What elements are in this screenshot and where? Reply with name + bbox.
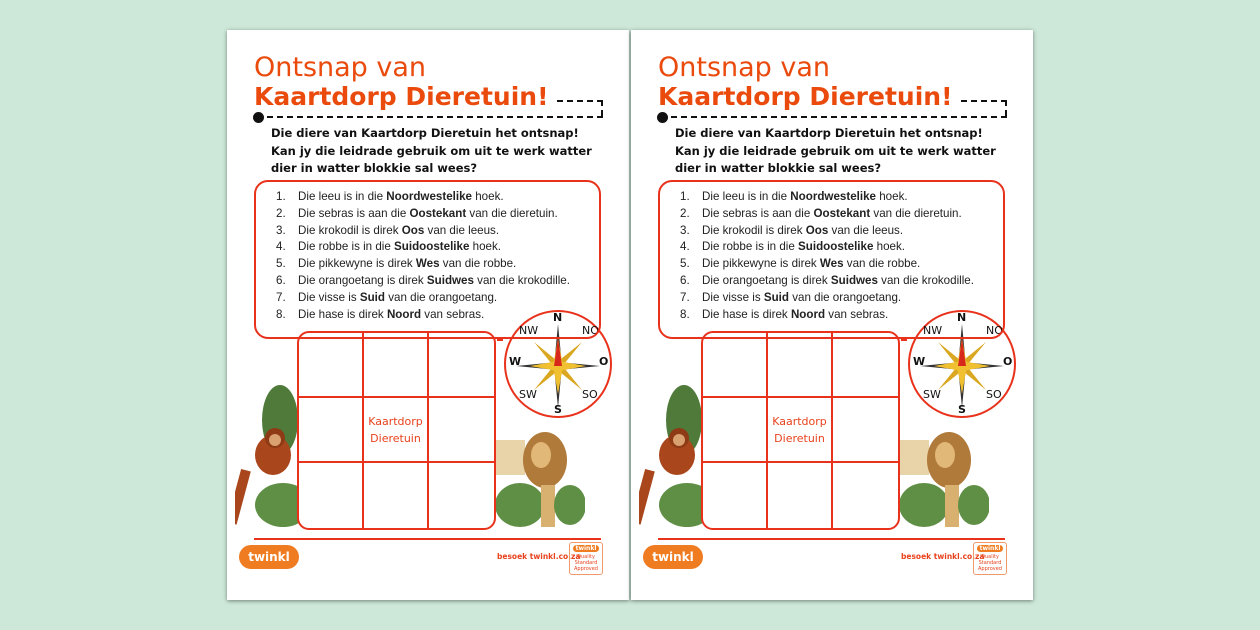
clue-item — [680, 239, 974, 256]
title-line-2: Kaartdorp Dieretuin! — [658, 82, 953, 111]
dashed-line — [661, 116, 1007, 118]
clue-text: Die sebras is aan die — [298, 206, 410, 220]
clue-text: Die robbe is in die — [298, 240, 395, 254]
compass-label-o: O — [1003, 355, 1013, 368]
grid-cell-center — [364, 398, 429, 463]
worksheet-page — [631, 30, 1033, 600]
clue-text: van die dieretuin. — [466, 206, 558, 220]
clue-text: van die dieretuin. — [870, 206, 962, 220]
clue-text: van sebras. — [421, 307, 485, 321]
clue-text: Die orangoetang is direk — [702, 273, 831, 287]
clues-box — [254, 180, 601, 339]
compass-label-so: SO — [986, 388, 1002, 401]
clue-number: 8. — [276, 307, 286, 321]
lion-illustration — [495, 425, 585, 530]
compass-label-n: N — [957, 311, 967, 324]
clue-item — [276, 206, 570, 223]
intro-line: dier in watter blokkie sal wees? — [271, 161, 478, 175]
clue-number: 3. — [276, 223, 286, 237]
grid-cell-se[interactable] — [833, 463, 898, 528]
clue-number: 2. — [276, 206, 286, 220]
grid-cell-s[interactable] — [768, 463, 833, 528]
clue-number: 6. — [680, 273, 690, 287]
dashed-line — [257, 116, 603, 118]
title-line-1: Ontsnap van — [254, 52, 427, 83]
clue-item — [680, 273, 974, 290]
clue-number: 1. — [276, 190, 286, 203]
footer-divider — [254, 538, 601, 540]
dashed-line — [557, 100, 603, 116]
grid-cell-ne[interactable] — [833, 333, 898, 398]
title-line-2: Kaartdorp Dieretuin! — [254, 82, 549, 111]
intro-text — [675, 125, 996, 178]
compass-label-w: W — [509, 355, 522, 368]
clue-text: Die orangoetang is direk — [298, 273, 427, 287]
compass-label-no: NO — [986, 324, 1003, 337]
compass-label-s: S — [554, 403, 562, 416]
worksheet-page — [227, 30, 629, 600]
dashed-line — [961, 100, 1007, 116]
center-label: Kaartdorp — [772, 414, 827, 428]
clue-number: 8. — [680, 307, 690, 321]
clue-number: 5. — [680, 257, 690, 271]
clue-item — [276, 290, 570, 307]
grid-cell-e[interactable] — [833, 398, 898, 463]
clue-number: 4. — [680, 240, 690, 254]
compass-label-sw: SW — [923, 388, 941, 401]
clue-number: 4. — [276, 240, 286, 254]
zoo-map-grid — [297, 331, 496, 530]
clue-item — [276, 239, 570, 256]
grid-cell-sw[interactable] — [703, 463, 768, 528]
clue-text: van die krokodille. — [473, 273, 570, 287]
compass-label-no: NO — [582, 324, 599, 337]
intro-line: Kan jy die leidrade gebruik om uit te werk watter — [675, 143, 996, 158]
compass-label-nw: NW — [519, 324, 539, 337]
clue-number: 7. — [276, 290, 286, 304]
clue-direction: Noord — [790, 307, 826, 321]
compass-label-nw: NW — [923, 324, 943, 337]
grid-cell-nw[interactable] — [703, 333, 768, 398]
clue-text: van die robbe. — [843, 257, 921, 271]
clue-text: Die hase is direk — [702, 307, 791, 321]
compass-label-n: N — [553, 311, 563, 324]
clue-direction: Suid — [359, 290, 385, 304]
grid-cell-se[interactable] — [429, 463, 494, 528]
footer-divider — [658, 538, 1005, 540]
clue-direction: Noordwestelike — [790, 190, 876, 203]
clue-item — [276, 273, 570, 290]
clue-number: 6. — [276, 273, 286, 287]
clue-item — [276, 223, 570, 240]
clue-list — [276, 189, 570, 323]
clue-text: hoek. — [876, 190, 908, 203]
intro-line: Die diere van Kaartdorp Dieretuin het ontsnap! — [675, 126, 983, 140]
badge-logo: twinkl — [977, 545, 1003, 552]
clue-item — [680, 307, 974, 324]
clue-number: 7. — [680, 290, 690, 304]
grid-cell-center — [768, 398, 833, 463]
clue-direction: Oostekant — [813, 206, 871, 220]
clue-item — [680, 223, 974, 240]
clue-item — [680, 206, 974, 223]
clue-list — [680, 189, 974, 323]
connector-line — [497, 339, 503, 341]
clue-number: 5. — [276, 257, 286, 271]
clue-item — [276, 307, 570, 324]
compass-label-s: S — [958, 403, 966, 416]
clue-number: 1. — [680, 190, 690, 203]
intro-line: Kan jy die leidrade gebruik om uit te werk watter — [271, 143, 592, 158]
clue-direction: Noordwestelike — [386, 190, 472, 203]
clue-direction: Oos — [805, 223, 829, 237]
clue-text: van die orangoetang. — [384, 290, 498, 304]
clue-text: van die leeus. — [424, 223, 500, 237]
clue-item — [680, 189, 974, 206]
clue-text: Die krokodil is direk — [298, 223, 402, 237]
clue-text: van die orangoetang. — [788, 290, 902, 304]
clue-text: Die hase is direk — [298, 307, 387, 321]
website-link[interactable]: besoek twinkl.co.za — [901, 552, 985, 561]
badge-text: Quality Standard Approved — [978, 554, 1002, 572]
clue-text: van die leeus. — [828, 223, 904, 237]
clue-text: Die pikkewyne is direk — [298, 257, 416, 271]
clue-text: Die visse is — [298, 290, 360, 304]
grid-cell-ne[interactable] — [429, 333, 494, 398]
zoo-map-grid — [701, 331, 900, 530]
clue-text: Die leeu is in die — [298, 190, 387, 203]
lion-illustration — [899, 425, 989, 530]
grid-cell-w[interactable] — [299, 398, 364, 463]
clue-text: Die leeu is in die — [702, 190, 791, 203]
quality-badge — [569, 542, 603, 575]
clue-number: 3. — [680, 223, 690, 237]
clue-item — [276, 256, 570, 273]
grid-cell-sw[interactable] — [299, 463, 364, 528]
clue-text: hoek. — [873, 240, 906, 254]
clues-box — [658, 180, 1005, 339]
clue-direction: Suidoostelike — [394, 240, 470, 254]
clue-number: 2. — [680, 206, 690, 220]
center-label: Kaartdorp — [368, 414, 423, 428]
badge-text: Quality Standard Approved — [574, 554, 598, 572]
clue-text: van die robbe. — [439, 257, 517, 271]
quality-badge — [973, 542, 1007, 575]
clue-item — [680, 256, 974, 273]
intro-text — [271, 125, 592, 178]
clue-text: van sebras. — [825, 307, 889, 321]
twinkl-logo: twinkl — [643, 545, 703, 569]
clue-text: hoek. — [472, 190, 504, 203]
clue-text: Die pikkewyne is direk — [702, 257, 820, 271]
clue-text: Die robbe is in die — [702, 240, 799, 254]
clue-direction: Oostekant — [409, 206, 467, 220]
compass-label-sw: SW — [519, 388, 537, 401]
grid-cell-n[interactable] — [364, 333, 429, 398]
intro-line: Die diere van Kaartdorp Dieretuin het ontsnap! — [271, 126, 579, 140]
clue-text: van die krokodille. — [877, 273, 974, 287]
center-label: Dieretuin — [370, 431, 421, 445]
grid-cell-s[interactable] — [364, 463, 429, 528]
clue-direction: Noord — [386, 307, 422, 321]
compass-label-w: W — [913, 355, 926, 368]
clue-direction: Suidwes — [426, 273, 474, 287]
clue-direction: Suid — [763, 290, 789, 304]
clue-text: Die visse is — [702, 290, 764, 304]
grid-cell-w[interactable] — [703, 398, 768, 463]
clue-text: Die sebras is aan die — [702, 206, 814, 220]
clue-item — [680, 290, 974, 307]
clue-direction: Suidoostelike — [798, 240, 874, 254]
intro-line: dier in watter blokkie sal wees? — [675, 161, 882, 175]
grid-cell-nw[interactable] — [299, 333, 364, 398]
title-line-1: Ontsnap van — [658, 52, 831, 83]
grid-cell-n[interactable] — [768, 333, 833, 398]
clue-item — [276, 189, 570, 206]
clue-text: Die krokodil is direk — [702, 223, 806, 237]
clue-direction: Oos — [401, 223, 425, 237]
clue-direction: Suidwes — [830, 273, 878, 287]
website-link[interactable]: besoek twinkl.co.za — [497, 552, 581, 561]
connector-line — [901, 339, 907, 341]
clue-direction: Wes — [415, 257, 440, 271]
twinkl-logo: twinkl — [239, 545, 299, 569]
badge-logo: twinkl — [573, 545, 599, 552]
center-label: Dieretuin — [774, 431, 825, 445]
clue-text: hoek. — [469, 240, 502, 254]
grid-cell-e[interactable] — [429, 398, 494, 463]
compass-label-o: O — [599, 355, 609, 368]
compass-label-so: SO — [582, 388, 598, 401]
clue-direction: Wes — [819, 257, 844, 271]
